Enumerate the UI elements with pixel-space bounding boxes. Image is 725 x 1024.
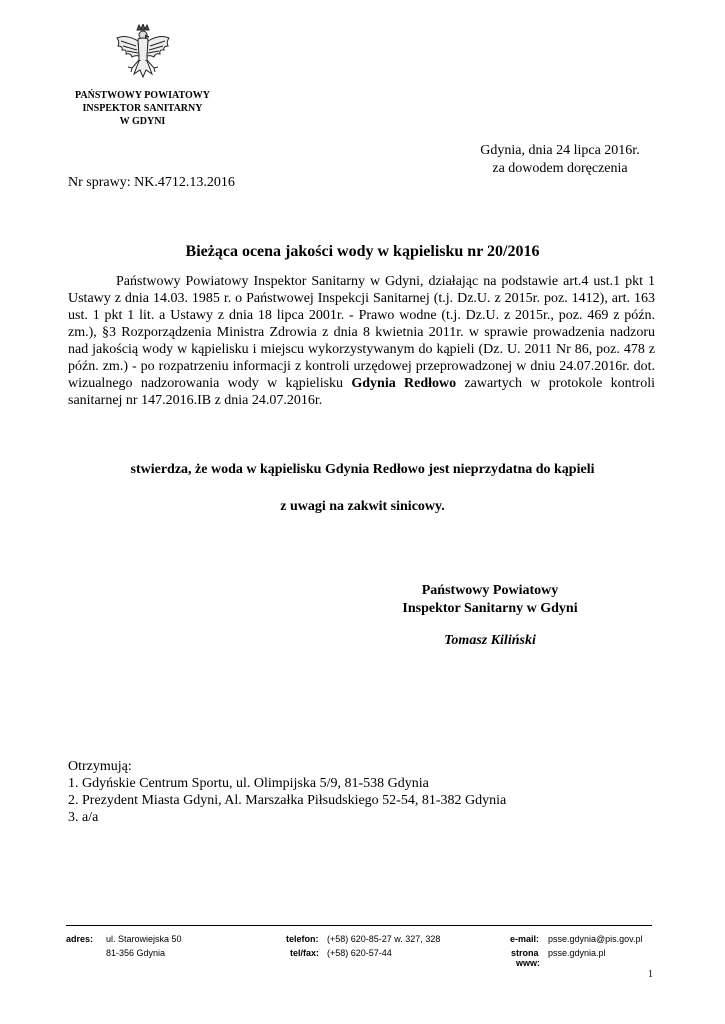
footer-phone-value: (+58) 620-85-27 w. 327, 328 [327,934,441,944]
footer-www-label-2: www: [516,958,540,968]
body-bold-place: Gdynia Redłowo [351,376,457,391]
body-text-part-1: Państwowy Powiatowy Inspektor Sanitarny w Gdyni, działając na podstawie art.4 ust.1 pkt 1 Ustawy z dnia 14.03. 1985 r. o Państwowej Inspekcji Sanitarnej (t.j. Dz.U. z 2015r. poz. 1412), art. 163 ust. 1 pkt 1 lit. a Ustawy z dnia 18 lipca 2001r. - Prawo wodne (t.j. Dz.U. z 2015r., poz. 469 z późn. zm.), §3 Rozporządzenia Ministra Zdrowia z dnia 8 kwietnia 2011r. w sprawie prowadzenia nadzoru nad jakością wody w kąpielisku i miejscu wykorzystywanym do kąpieli (Dz. U. 2011 Nr 86, poz. 478 z późn. zm.) - po rozpatrzeniu informacji z kontroli urzędowej przeprowadzonej w dniu 24.07.2016r. dot. wizualnego nadzorowania wody w kąpielisku [68,274,655,391]
footer-fax-value: (+58) 620-57-44 [327,948,392,958]
statement-line-1: stwierdza, że woda w kąpielisku Gdynia Redłowo jest nieprzydatna do kąpieli [130,462,595,477]
org-name-line-3: W GDYNI [119,116,166,127]
recipient-item: 3. a/a [68,810,99,825]
footer-phone-label: telefon: [286,934,319,944]
eagle-emblem-icon [114,24,172,90]
body-text-part-2: zawartych w protokole kontroli sanitarnej nr 147.2016.IB z dnia 24.07.2016r. [68,376,655,408]
delivery-note: za dowodem doręczenia [492,161,628,176]
org-name-line-2: INSPEKTOR SANITARNY [82,103,203,114]
body-paragraph [68,273,655,409]
document-title: Bieżąca ocena jakości wody w kąpielisku nr 20/2016 [185,243,540,260]
signature-title-line-1: Państwowy Powiatowy [421,583,559,598]
footer-email-value: psse.gdynia@pis.gov.pl [548,934,643,944]
footer-address-line-2: 81-356 Gdynia [106,948,166,958]
place-date: Gdynia, dnia 24 lipca 2016r. [480,143,640,158]
footer-address-label: adres: [66,934,94,944]
org-name-line-1: PAŃSTWOWY POWIATOWY [75,90,210,101]
footer-www-value: psse.gdynia.pl [548,948,606,958]
case-reference: Nr sprawy: NK.4712.13.2016 [68,175,235,190]
recipient-item: 1. Gdyńskie Centrum Sportu, ul. Olimpijska 5/9, 81-538 Gdynia [68,776,429,791]
recipient-item: 2. Prezydent Miasta Gdyni, Al. Marszałka Piłsudskiego 52-54, 81-382 Gdynia [68,793,507,808]
footer-divider [66,925,652,926]
signer-name: Tomasz Kiliński [444,633,536,648]
recipients-heading: Otrzymują: [68,759,132,774]
footer-www-label-1: strona [511,948,539,958]
footer-email-label: e-mail: [510,934,540,944]
footer-address-line-1: ul. Starowiejska 50 [106,934,182,944]
footer-fax-label: tel/fax: [290,948,320,958]
recipients-block [68,758,506,826]
statement-line-2: z uwagi na zakwit sinicowy. [280,499,445,514]
signature-title-line-2: Inspektor Sanitarny w Gdyni [402,601,578,616]
page-number: 1 [648,969,653,980]
